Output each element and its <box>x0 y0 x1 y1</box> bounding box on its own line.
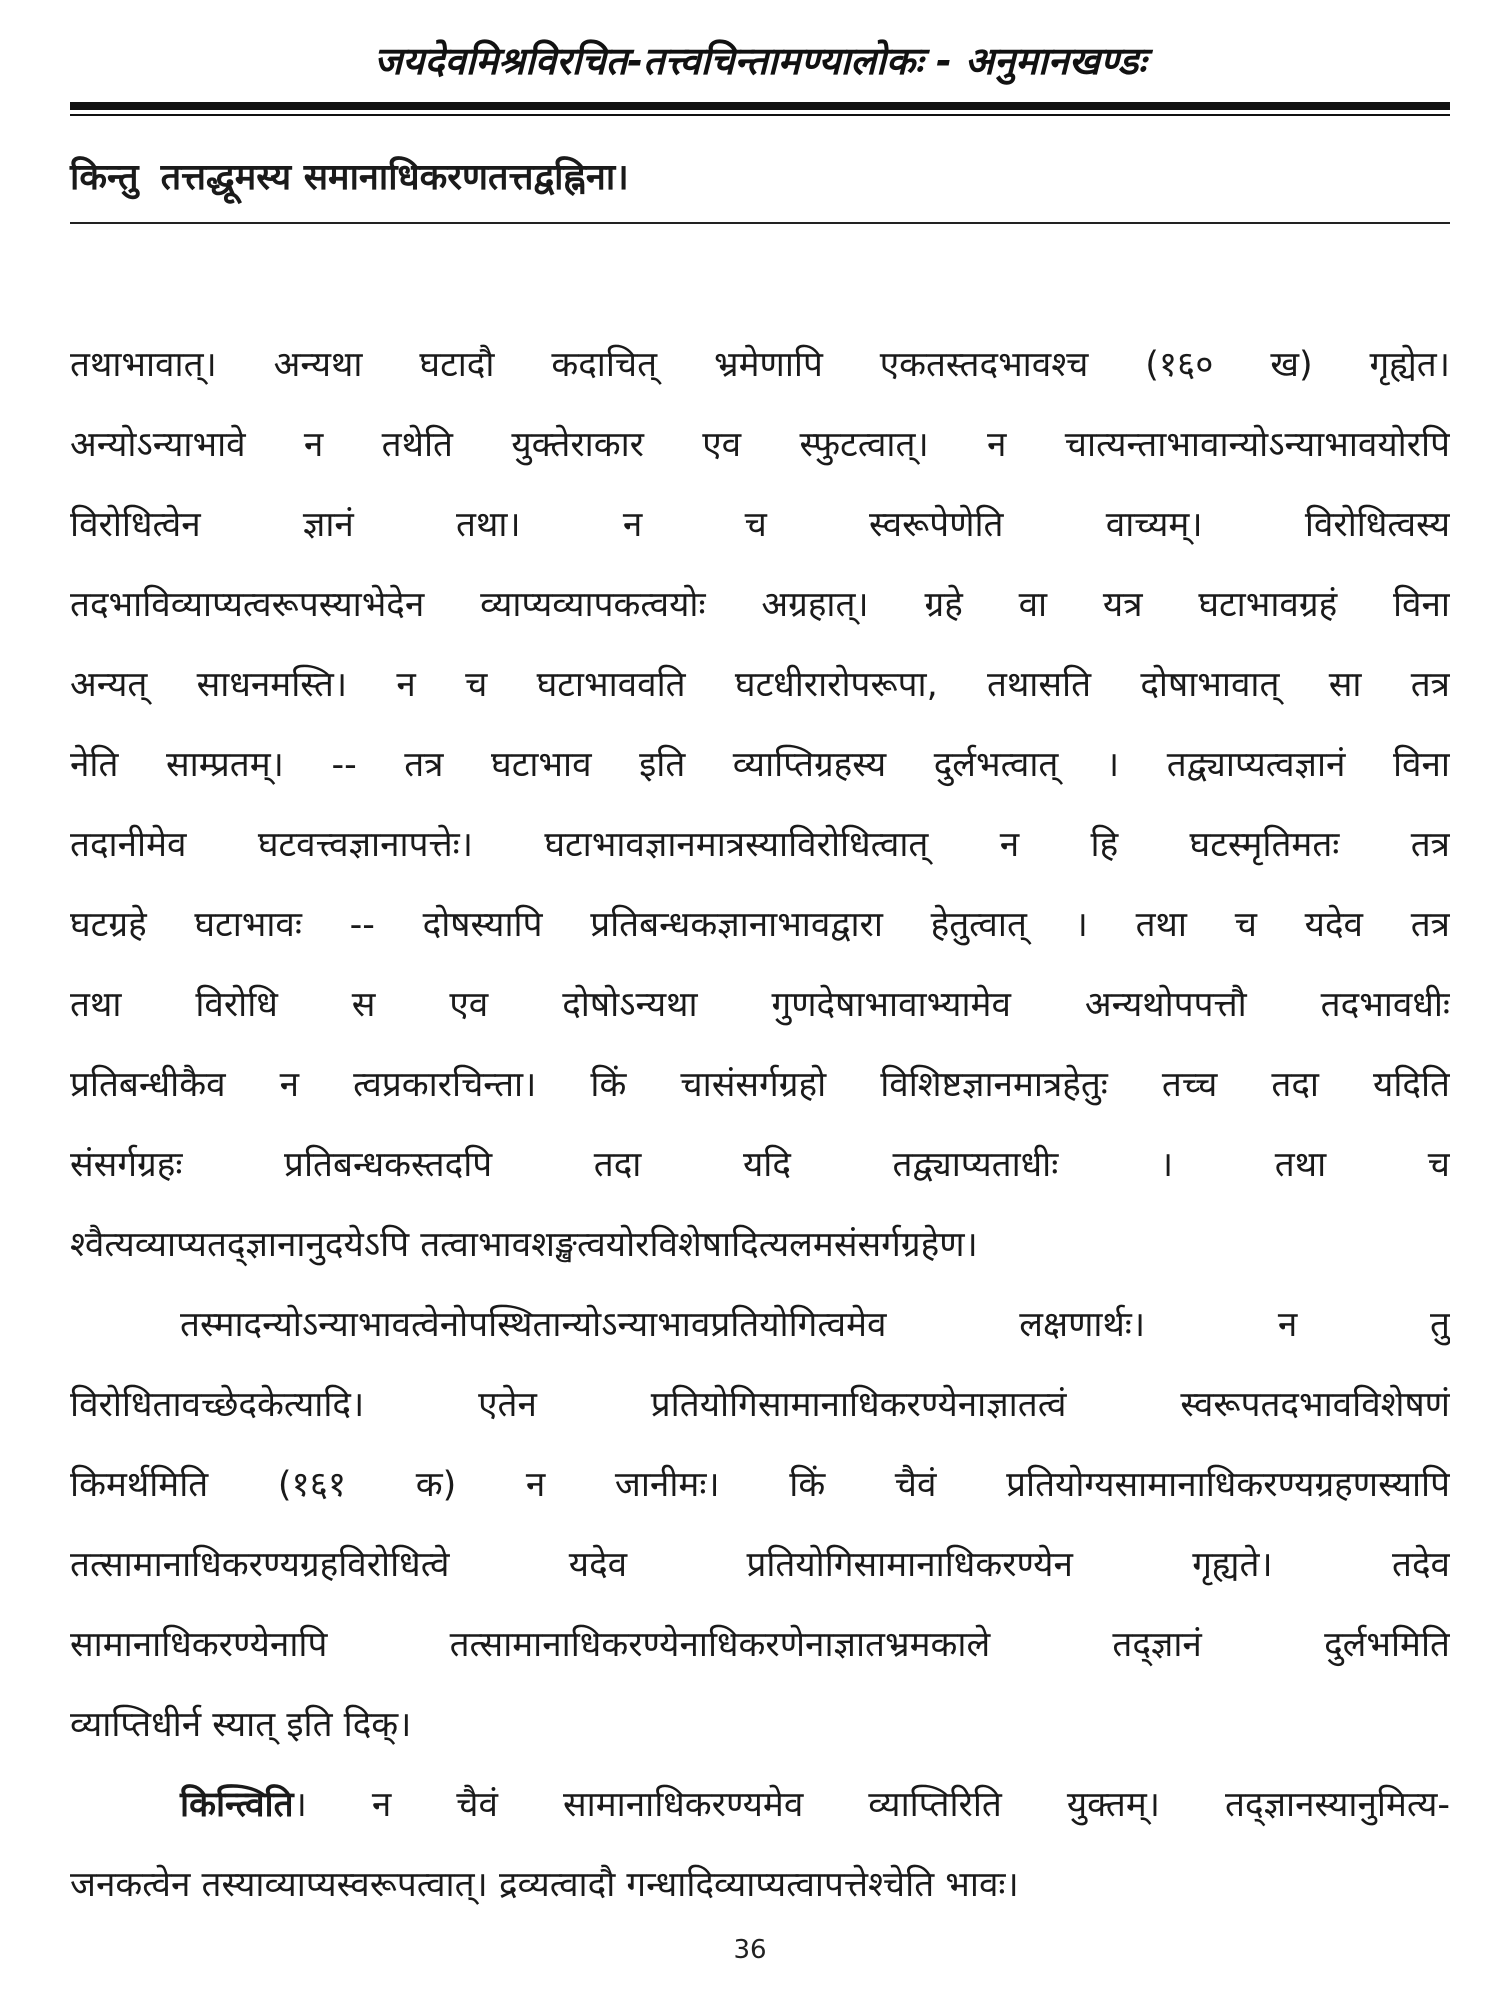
commentary-line: तथाभावात्। अन्यथा घटादौ कदाचित् भ्रमेणापि एकतस्तदभावश्च (१६० ख) गृह्येत। <box>70 345 1450 385</box>
commentary-line: संसर्गग्रहः प्रतिबन्धकस्तदपि तदा यदि तद्व्याप्यताधीः । तथा च <box>70 1145 1450 1185</box>
running-header <box>70 30 1450 90</box>
commentary-line: तस्मादन्योऽन्याभावत्वेनोपस्थितान्योऽन्याभावप्रतियोगित्वमेव लक्षणार्थः। न तु <box>180 1305 1450 1345</box>
mula-word-1: किन्तु <box>70 156 139 198</box>
pratika-lead: किन्त्विति <box>180 1785 294 1825</box>
commentary-body <box>70 325 1450 1925</box>
commentary-line: तथा विरोधि स एव दोषोऽन्यथा गुणदेषाभावाभ्यामेव अन्यथोपपत्तौ तदभावधीः <box>70 985 1450 1025</box>
commentary-line: विरोधितावच्छेदकेत्यादि। एतेन प्रतियोगिसामानाधिकरण्येनाज्ञातत्वं स्वरूपतदभावविशेषणं <box>70 1385 1450 1425</box>
commentary-line: जनकत्वेन तस्याव्याप्यस्वरूपत्वात्। द्रव्यत्वादौ गन्धादिव्याप्यत्वापत्तेश्चेति भावः। <box>70 1865 1019 1905</box>
mula-divider <box>70 222 1450 224</box>
header-rule-thick <box>70 102 1450 110</box>
commentary-line: नेति साम्प्रतम्। -- तत्र घटाभाव इति व्याप्तिग्रहस्य दुर्लभत्वात् । तद्व्याप्यत्वज्ञानं विना <box>70 745 1450 785</box>
commentary-line: तदानीमेव घटवत्त्वज्ञानापत्तेः। घटाभावज्ञानमात्रस्याविरोधित्वात् न हि घटस्मृतिमतः तत्र <box>70 825 1450 865</box>
commentary-line-rest: । न चैवं सामानाधिकरण्यमेव व्याप्तिरिति युक्तम्। तद्ज्ञानस्यानुमित्य- <box>293 1785 1450 1825</box>
mula-word-2: तत्तद्धूमस्य समानाधिकरणतत्तद्वह्निना। <box>160 156 629 198</box>
header-title: जयदेवमिश्रविरचित-तत्त्वचिन्तामण्यालोकः - अनुमानखण्डः <box>374 39 1146 83</box>
commentary-line: तदभाविव्याप्यत्वरूपस्याभेदेन व्याप्यव्यापकत्वयोः अग्रहात्। ग्रहे वा यत्र घटाभावग्रहं विना <box>70 585 1450 625</box>
commentary-line: किमर्थमिति (१६१ क) न जानीमः। किं चैवं प्रतियोग्यसामानाधिकरण्यग्रहणस्यापि <box>70 1465 1450 1505</box>
page-number: 36 <box>733 1935 767 1965</box>
commentary-line: प्रतिबन्धीकैव न त्वप्रकारचिन्ता। किं चासंसर्गग्रहो विशिष्टज्ञानमात्रहेतुः तच्च तदा यदिति <box>70 1065 1450 1105</box>
commentary-line: अन्योऽन्याभावे न तथेति युक्तेराकार एव स्फुटत्वात्। न चात्यन्ताभावान्योऽन्याभावयोरपि <box>70 425 1450 465</box>
commentary-line: श्वैत्यव्याप्यतद्ज्ञानानुदयेऽपि तत्वाभावशङ्खत्वयोरविशेषादित्यलमसंसर्गग्रहेण। <box>70 1225 978 1265</box>
header-rule-thin <box>70 114 1450 116</box>
commentary-line: विरोधित्वेन ज्ञानं तथा। न च स्वरूपेणेति वाच्यम्। विरोधित्वस्य <box>70 505 1450 545</box>
commentary-line: घटग्रहे घटाभावः -- दोषस्यापि प्रतिबन्धकज्ञानाभावद्वारा हेतुत्वात् । तथा च यदेव तत्र <box>70 905 1450 945</box>
commentary-line: तत्सामानाधिकरण्यग्रहविरोधित्वे यदेव प्रतियोगिसामानाधिकरण्येन गृह्यते। तदेव <box>70 1545 1450 1585</box>
commentary-line-lead <box>70 1765 1450 1845</box>
commentary-line: अन्यत् साधनमस्ति। न च घटाभाववति घटधीरारोपरूपा, तथासति दोषाभावात् सा तत्र <box>70 665 1450 705</box>
commentary-line: सामानाधिकरण्येनापि तत्सामानाधिकरण्येनाधिकरणेनाज्ञातभ्रमकाले तद्ज्ञानं दुर्लभमिति <box>70 1625 1450 1665</box>
commentary-line: व्याप्तिधीर्न स्यात् इति दिक्। <box>70 1705 412 1745</box>
mula-text <box>70 145 1450 205</box>
